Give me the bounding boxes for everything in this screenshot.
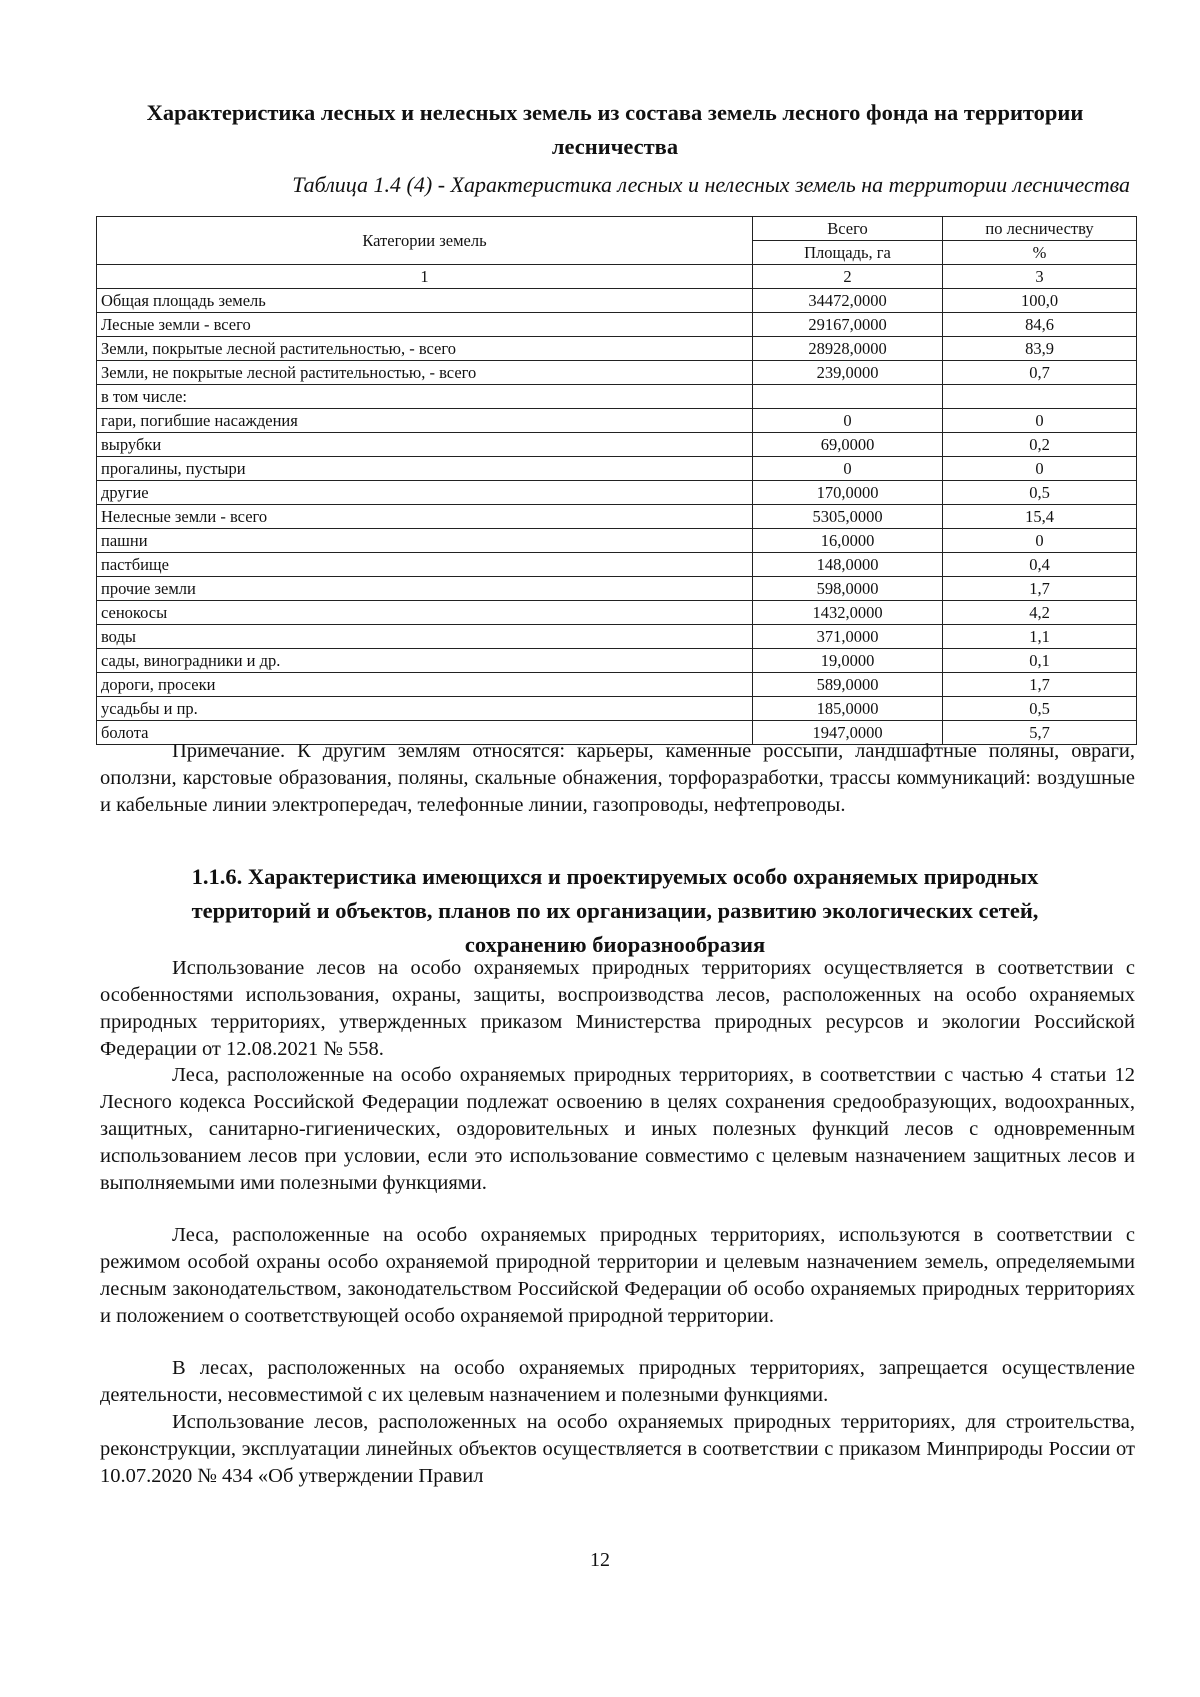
row-category: в том числе:	[97, 385, 753, 409]
row-percent: 100,0	[943, 289, 1137, 313]
table-row	[97, 433, 1137, 457]
table-row	[97, 601, 1137, 625]
row-area: 589,0000	[753, 673, 943, 697]
table-row	[97, 361, 1137, 385]
row-percent: 0	[943, 529, 1137, 553]
row-category: пашни	[97, 529, 753, 553]
header-total: Всего	[753, 217, 943, 241]
row-percent: 84,6	[943, 313, 1137, 337]
row-category: Нелесные земли - всего	[97, 505, 753, 529]
table-row	[97, 673, 1137, 697]
table-row	[97, 649, 1137, 673]
table-header-row	[97, 217, 1137, 241]
row-percent: 4,2	[943, 601, 1137, 625]
row-percent: 15,4	[943, 505, 1137, 529]
header-area: Площадь, га	[753, 241, 943, 265]
table-note: Примечание. К другим землям относятся: карьеры, каменные россыпи, ландшафтные поляны, овраги, оползни, карстовые образования, поляны, скальные обнажения, торфоразработки, трассы коммуникаций: воздушные и кабельные линии электропередач, телефонные линии, газопроводы, нефтепроводы.	[100, 740, 1135, 816]
header-percent: %	[943, 241, 1137, 265]
row-percent: 0,1	[943, 649, 1137, 673]
row-area: 148,0000	[753, 553, 943, 577]
row-percent: 0	[943, 457, 1137, 481]
row-percent	[943, 385, 1137, 409]
row-category: другие	[97, 481, 753, 505]
header-category: Категории земель	[97, 217, 753, 265]
row-percent: 1,1	[943, 625, 1137, 649]
table-row	[97, 337, 1137, 361]
row-category: прогалины, пустыри	[97, 457, 753, 481]
section-title: Характеристика лесных и нелесных земель из состава земель лесного фонда на территории лесничества	[146, 100, 1084, 159]
table-row	[97, 457, 1137, 481]
row-category: гари, погибшие насаждения	[97, 409, 753, 433]
paragraph-3: Леса, расположенные на особо охраняемых природных территориях, используются в соответствии с режимом особой охраны особо охраняемой природной территории и целевым назначением земель, определяемыми лесным законодательством, законодательством Российской Федерации об особо охраняемых природных территориях и положением о соответствующей особо охраняемой природной территории.	[100, 1224, 1135, 1327]
row-percent: 0,5	[943, 697, 1137, 721]
table-caption: Таблица 1.4 (4) - Характеристика лесных и нелесных земель на территории лесничества	[292, 172, 1130, 197]
row-area: 28928,0000	[753, 337, 943, 361]
column-number: 1	[97, 265, 753, 289]
table-row	[97, 409, 1137, 433]
row-area: 0	[753, 409, 943, 433]
page-number: 12	[590, 1549, 610, 1571]
row-area: 1432,0000	[753, 601, 943, 625]
table-row	[97, 481, 1137, 505]
row-area: 371,0000	[753, 625, 943, 649]
row-percent: 0,7	[943, 361, 1137, 385]
row-area: 0	[753, 457, 943, 481]
row-area: 5305,0000	[753, 505, 943, 529]
table-row	[97, 553, 1137, 577]
row-percent: 0,4	[943, 553, 1137, 577]
row-category: сады, виноградники и др.	[97, 649, 753, 673]
row-category: болота	[97, 721, 753, 745]
row-category: пастбище	[97, 553, 753, 577]
paragraph-1: Использование лесов на особо охраняемых природных территориях осуществляется в соответствии с особенностями использования, охраны, защиты, воспроизводства лесов, расположенных на особо охраняемых природных территориях, утвержденных приказом Министерства природных ресурсов и экологии Российской Федерации от 12.08.2021 № 558.	[100, 957, 1135, 1060]
row-area	[753, 385, 943, 409]
column-number: 2	[753, 265, 943, 289]
row-percent: 0	[943, 409, 1137, 433]
row-area: 19,0000	[753, 649, 943, 673]
section-2-title: 1.1.6. Характеристика имеющихся и проектируемых особо охраняемых природных территорий и объектов, планов по их организации, развитию экологических сетей, сохранению биоразнообразия	[191, 864, 1039, 957]
row-category: воды	[97, 625, 753, 649]
row-category: вырубки	[97, 433, 753, 457]
paragraph-4: В лесах, расположенных на особо охраняемых природных территориях, запрещается осуществление деятельности, несовместимой с их целевым назначением и полезными функциями.	[100, 1357, 1135, 1406]
row-category: дороги, просеки	[97, 673, 753, 697]
column-number: 3	[943, 265, 1137, 289]
table-row	[97, 505, 1137, 529]
row-percent: 1,7	[943, 673, 1137, 697]
row-area: 1947,0000	[753, 721, 943, 745]
row-area: 185,0000	[753, 697, 943, 721]
paragraph-2: Леса, расположенные на особо охраняемых природных территориях, в соответствии с частью 4 статьи 12 Лесного кодекса Российской Федерации подлежат освоению в целях сохранения средообразующих, водоохранных, защитных, санитарно-гигиенических, оздоровительных и иных полезных функций лесов с одновременным использованием лесов при условии, если это использование совместимо с целевым назначением защитных лесов и выполняемыми ими полезными функциями.	[100, 1064, 1135, 1194]
table-row	[97, 289, 1137, 313]
land-categories-table	[96, 216, 1137, 745]
row-area: 69,0000	[753, 433, 943, 457]
table-row	[97, 697, 1137, 721]
table-row	[97, 385, 1137, 409]
row-percent: 1,7	[943, 577, 1137, 601]
row-area: 170,0000	[753, 481, 943, 505]
header-by-forestry: по лесничеству	[943, 217, 1137, 241]
table-column-numbers-row	[97, 265, 1137, 289]
row-area: 16,0000	[753, 529, 943, 553]
table-row	[97, 625, 1137, 649]
table-row	[97, 529, 1137, 553]
row-category: Лесные земли - всего	[97, 313, 753, 337]
row-category: Земли, не покрытые лесной растительностью, - всего	[97, 361, 753, 385]
row-area: 598,0000	[753, 577, 943, 601]
row-area: 34472,0000	[753, 289, 943, 313]
row-percent: 5,7	[943, 721, 1137, 745]
row-percent: 83,9	[943, 337, 1137, 361]
row-percent: 0,5	[943, 481, 1137, 505]
row-category: сенокосы	[97, 601, 753, 625]
row-category: Земли, покрытые лесной растительностью, - всего	[97, 337, 753, 361]
table-row	[97, 313, 1137, 337]
row-category: усадьбы и пр.	[97, 697, 753, 721]
row-area: 239,0000	[753, 361, 943, 385]
table-row	[97, 577, 1137, 601]
paragraph-5: Использование лесов, расположенных на особо охраняемых природных территориях, для строительства, реконструкции, эксплуатации линейных объектов осуществляется в соответствии с приказом Минприроды России от 10.07.2020 № 434 «Об утверждении Правил	[100, 1411, 1135, 1487]
row-percent: 0,2	[943, 433, 1137, 457]
row-area: 29167,0000	[753, 313, 943, 337]
row-category: прочие земли	[97, 577, 753, 601]
row-category: Общая площадь земель	[97, 289, 753, 313]
